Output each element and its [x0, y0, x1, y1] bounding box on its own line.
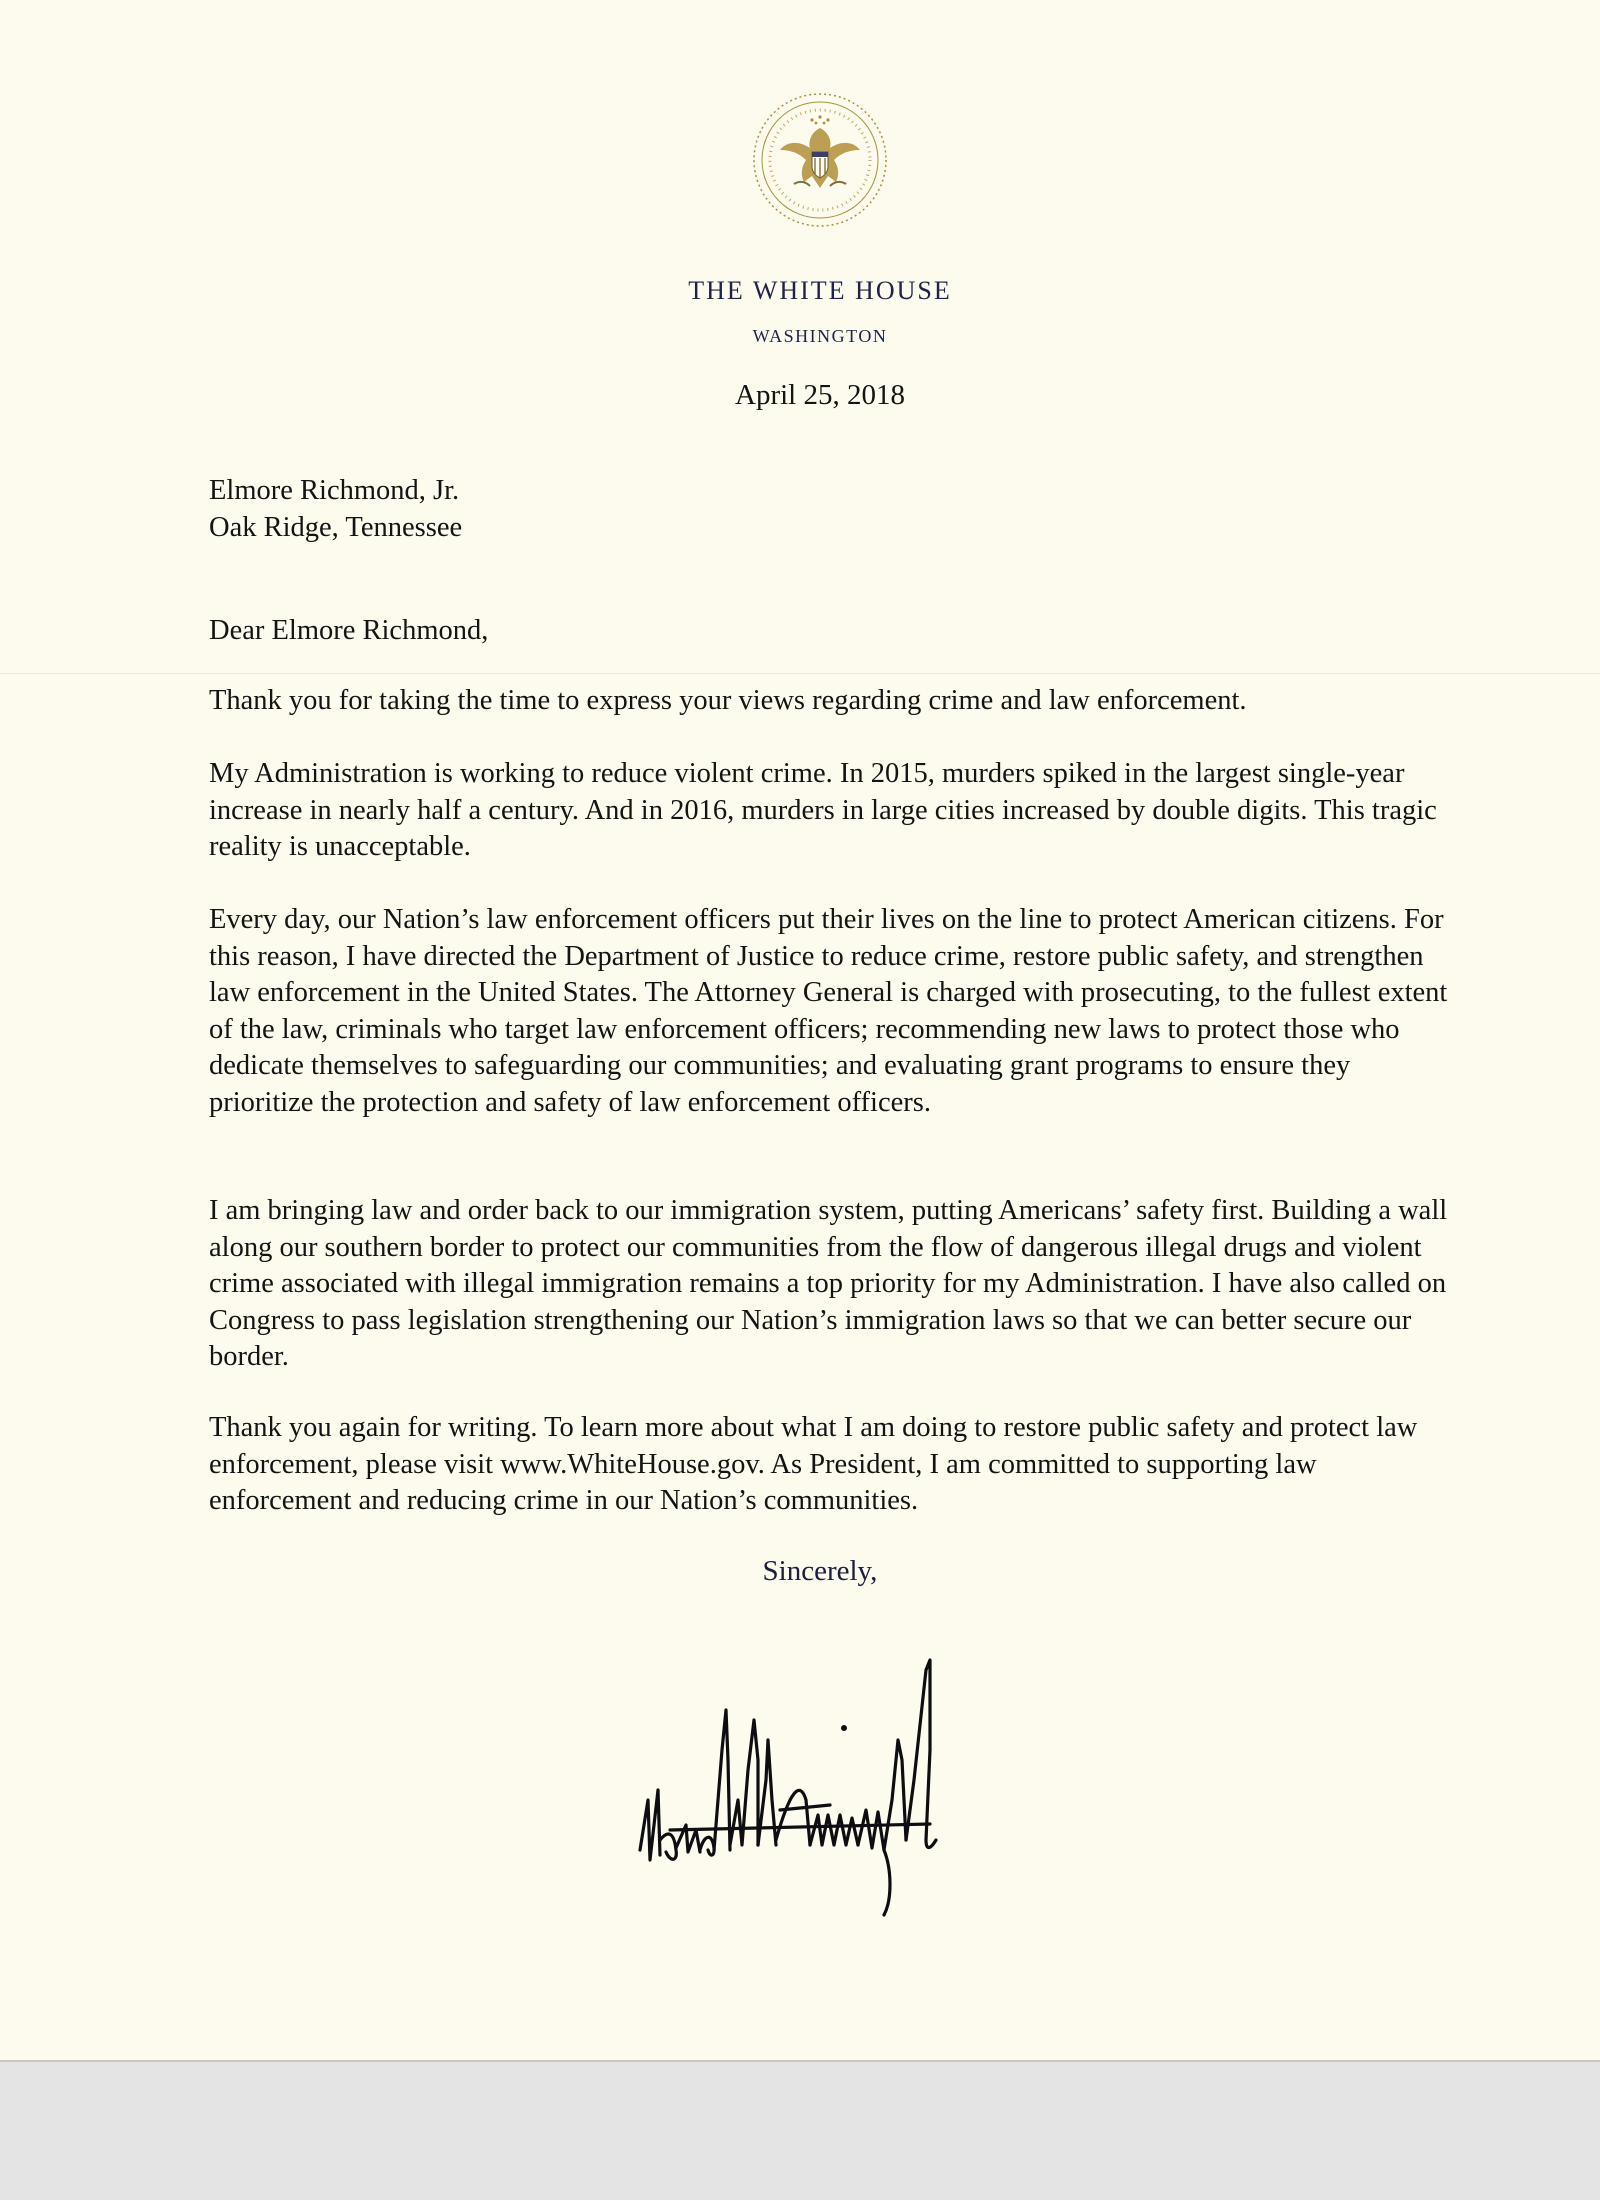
recipient-name: Elmore Richmond, Jr. [209, 475, 460, 506]
presidential-seal-icon [750, 90, 890, 230]
letterhead-city: WASHINGTON [752, 326, 888, 346]
letterhead-title: THE WHITE HOUSE [688, 276, 952, 305]
body-paragraph: Thank you for taking the time to express your views regarding crime and law enforcement. [209, 685, 1247, 716]
handwritten-signature-icon [630, 1600, 990, 1920]
letter-date: April 25, 2018 [735, 379, 905, 411]
body-paragraph: I am bringing law and order back to our immigration system, putting Americans’ safety first. Building a wall along our southern border to protect our communities from the flow of dangerous illegal drugs and violent crime associated with illegal immigration remains a top priority for my Administration. I have also called on Congress to pass legislation strengthening our Nation’s immigration laws so that we can better secure our border. [209, 1195, 1448, 1372]
body-paragraph: My Administration is working to reduce violent crime. In 2015, murders spiked in the largest single-year increase in nearly half a century. And in 2016, murders in large cities increased by double digits. This tragic reality is unacceptable. [209, 758, 1437, 862]
recipient-block [209, 473, 1459, 546]
closing: Sincerely, [762, 1555, 878, 1587]
body-paragraph: Thank you again for writing. To learn more about what I am doing to restore public safety and protect law enforcement, please visit www.WhiteHouse.gov. As President, I am committed to supporting law enforcement and reducing crime in our Nation’s communities. [209, 1412, 1418, 1516]
fold-crease [0, 673, 1600, 674]
recipient-location: Oak Ridge, Tennessee [209, 511, 463, 543]
scanner-background [0, 2062, 1600, 2200]
body-paragraph: Every day, our Nation’s law enforcement officers put their lives on the line to protect American citizens. For this reason, I have directed the Department of Justice to reduce crime, restore public safety, and strengthen law enforcement in the United States. The Attorney General is charged with prosecuting, to the fullest extent of the law, criminals who target law enforcement officers; recommending new laws to protect those who dedicate themselves to safeguarding our communities; and evaluating grant programs to ensure they prioritize the protection and safety of law enforcement officers. [209, 904, 1448, 1118]
salutation: Dear Elmore Richmond, [209, 615, 489, 646]
